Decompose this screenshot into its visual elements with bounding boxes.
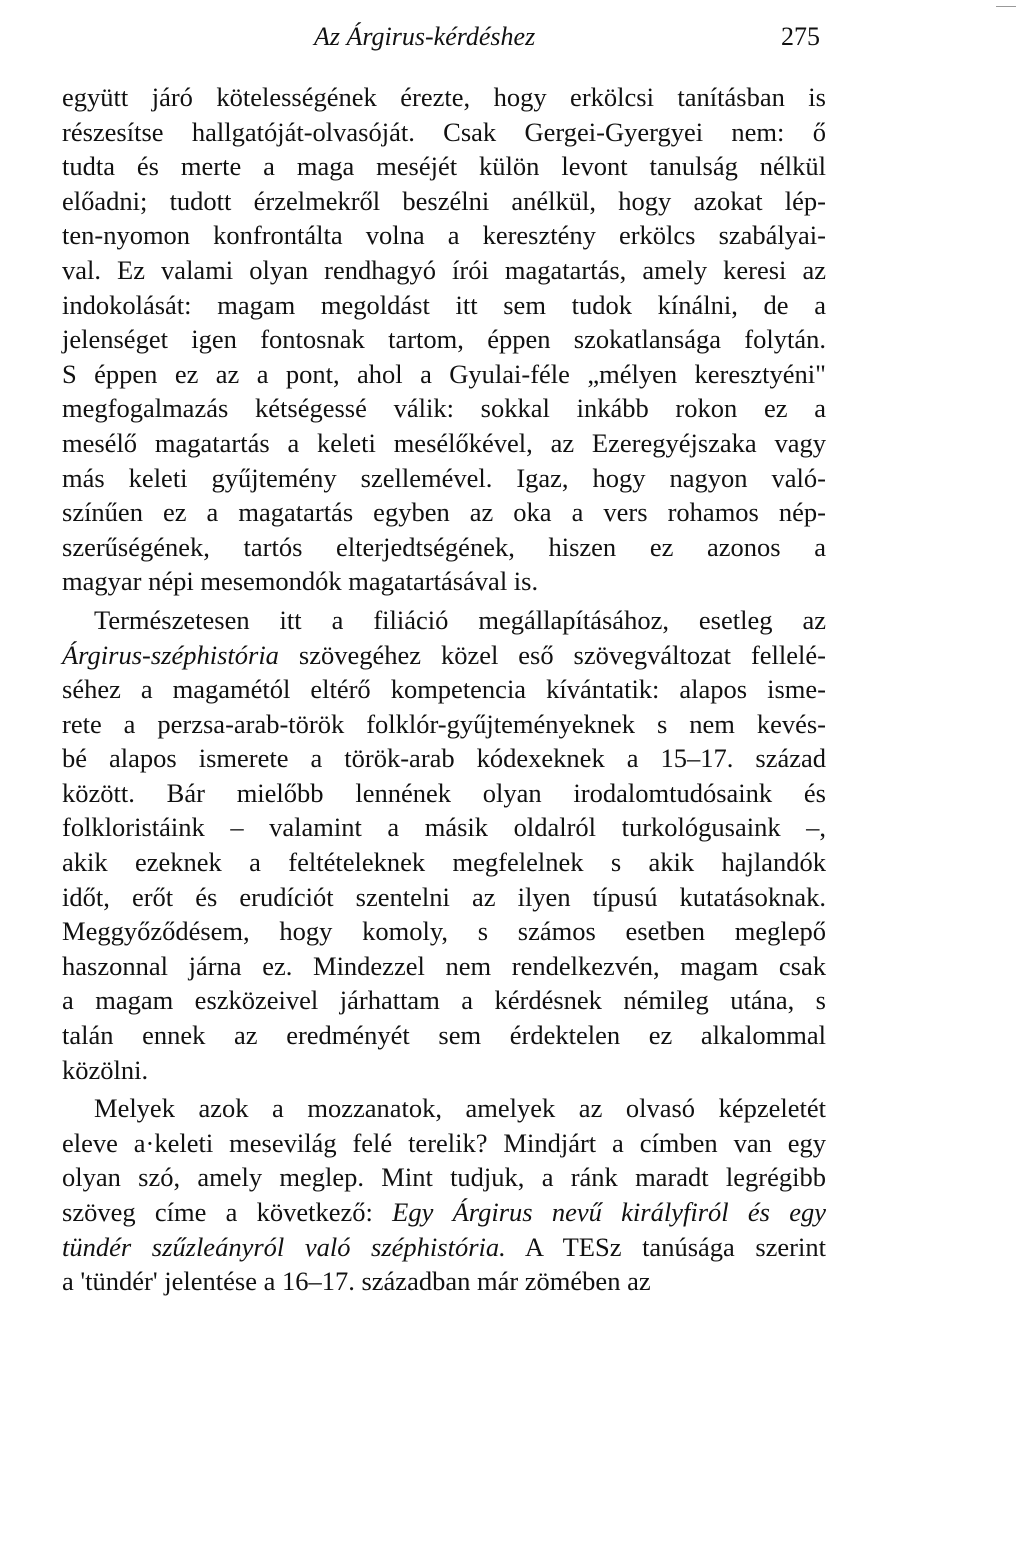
page-number: 275 bbox=[781, 22, 820, 51]
corner-mark bbox=[996, 6, 1016, 7]
text-line: séhez a magamétól eltérő kompetencia kívántatik: alapos isme- bbox=[62, 674, 826, 705]
text-line: Árgirus-széphistória szövegéhez közel eső szövegváltozat fellelé- bbox=[62, 639, 826, 670]
running-title: Az Árgirus-kérdéshez bbox=[314, 22, 536, 51]
text-line: val. Ez valami olyan rendhagyó írói magatartás, amely keresi az bbox=[62, 254, 826, 285]
text-line: a magam eszközeivel járhattam a kérdésnek némileg utána, s bbox=[62, 985, 826, 1016]
text-line: részesítse hallgatóját-olvasóját. Csak Gergei-Gyergyei nem: ő bbox=[62, 116, 826, 147]
text-line: színűen ez a magatartás egyben az oka a vers rohamos nép- bbox=[62, 497, 826, 528]
paragraph bbox=[62, 80, 826, 599]
text-line: mesélő magatartás a keleti mesélőkével, az Ezeregyéjszaka vagy bbox=[62, 427, 826, 458]
text-line: szöveg címe a következő: Egy Árgirus nevű királyfiról és egy bbox=[62, 1197, 826, 1227]
text-line: között. Bár mielőbb lennének olyan irodalomtudósaink és bbox=[62, 777, 826, 808]
text-line: magyar népi mesemondók magatartásával is. bbox=[62, 566, 539, 597]
text-line: más keleti gyűjtemény szellemével. Igaz, hogy nagyon való- bbox=[62, 462, 826, 493]
text-line: együtt járó kötelességének érezte, hogy erkölcsi tanításban is bbox=[62, 82, 826, 112]
text-line: közölni. bbox=[62, 1054, 149, 1085]
text-line: eleve a·keleti mesevilág felé terelik? Mindjárt a címben van egy bbox=[62, 1127, 826, 1158]
text-line: időt, erőt és erudíciót szentelni az ilyen típusú kutatásoknak. bbox=[62, 881, 826, 912]
text-line: előadni; tudott érzelmekről beszélni anélkül, hogy azokat lép- bbox=[62, 185, 826, 216]
text-line: szerűségének, tartós elterjedtségének, hiszen ez azonos a bbox=[62, 531, 826, 562]
text-line: megfogalmazás kétségessé válik: sokkal inkább rokon ez a bbox=[62, 393, 826, 424]
text-line: bé alapos ismerete a török-arab kódexeknek a 15–17. század bbox=[62, 743, 826, 774]
text-line: jelenséget igen fontosnak tartom, éppen szokatlansága folytán. bbox=[62, 324, 826, 355]
text-line: S éppen ez az a pont, ahol a Gyulai-féle „mélyen keresztyéni" bbox=[62, 358, 826, 389]
text-line: a 'tündér' jelentése a 16–17. században már zömében az bbox=[62, 1266, 651, 1297]
text-line: Melyek azok a mozzanatok, amelyek az olvasó képzeletét bbox=[94, 1093, 826, 1124]
page-header bbox=[60, 22, 826, 62]
body-text bbox=[62, 80, 826, 1299]
text-line: tudta és merte a maga meséjét külön levont tanulság nélkül bbox=[62, 151, 826, 182]
text-line: talán ennek az eredményét sem érdektelen ez alkalommal bbox=[62, 1020, 826, 1051]
text-line: indokolását: magam megoldást itt sem tudok kínálni, de a bbox=[62, 289, 826, 320]
paragraph bbox=[62, 1091, 826, 1299]
text-line: Természetesen itt a filiáció megállapításához, esetleg az bbox=[94, 604, 826, 635]
text-line: rete a perzsa-arab-török folklór-gyűjteményeknek s nem kevés- bbox=[62, 708, 826, 739]
text-line: tündér szűzleányról való széphistória. A TESz tanúsága szerint bbox=[62, 1231, 826, 1262]
paragraph bbox=[62, 603, 826, 1087]
text-line: akik ezeknek a feltételeknek megfelelnek s akik hajlandók bbox=[62, 847, 826, 878]
text-line: Meggyőződésem, hogy komoly, s számos esetben meglepő bbox=[62, 916, 826, 947]
text-line: ten-nyomon konfrontálta volna a keresztény erkölcs szabályai- bbox=[62, 220, 826, 251]
text-line: olyan szó, amely meglep. Mint tudjuk, a ránk maradt legrégibb bbox=[62, 1162, 826, 1193]
text-line: folkloristáink – valamint a másik oldalról turkológusaink –, bbox=[62, 812, 826, 843]
text-line: haszonnal járna ez. Mindezzel nem rendelkezvén, magam csak bbox=[62, 950, 826, 981]
